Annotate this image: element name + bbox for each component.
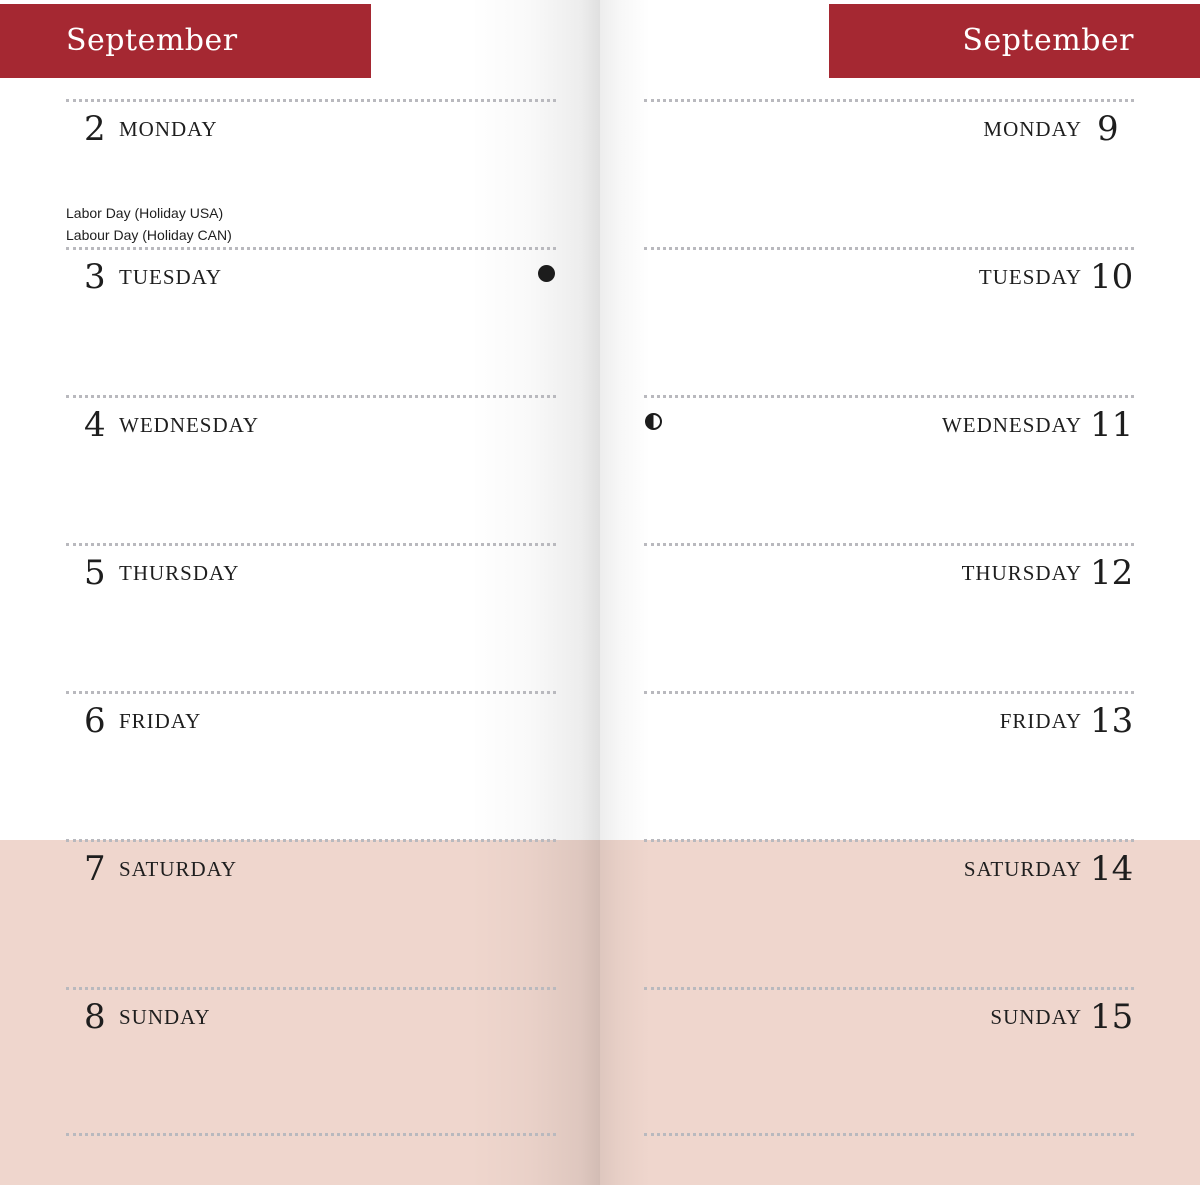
day-entry-saturday[interactable]: [600, 844, 1200, 992]
day-entry-monday[interactable]: [600, 104, 1200, 252]
day-name: WEDNESDAY: [119, 413, 260, 437]
day-entry-wednesday[interactable]: [0, 400, 600, 548]
day-divider: [644, 99, 1134, 102]
day-number: 9: [1097, 109, 1119, 149]
day-name: THURSDAY: [119, 561, 240, 585]
day-entry-sunday[interactable]: [0, 992, 600, 1140]
day-number: 15: [1090, 997, 1134, 1037]
day-name: FRIDAY: [119, 709, 202, 733]
day-number: 7: [84, 849, 106, 889]
day-number: 13: [1090, 701, 1134, 741]
day-name: FRIDAY: [999, 709, 1082, 733]
day-entry-tuesday[interactable]: [0, 252, 600, 400]
day-entry-saturday[interactable]: [0, 844, 600, 992]
day-number: 14: [1090, 849, 1134, 889]
day-entry-friday[interactable]: [600, 696, 1200, 844]
day-entry-thursday[interactable]: [0, 548, 600, 696]
day-divider: [66, 99, 556, 102]
holiday-note-usa: Labor Day (Holiday USA): [66, 205, 224, 221]
day-entry-thursday[interactable]: [600, 548, 1200, 696]
day-name: SUNDAY: [990, 1005, 1082, 1029]
full-moon-icon: [538, 265, 555, 282]
day-number: 10: [1090, 257, 1134, 297]
month-header-right: September: [829, 4, 1200, 78]
day-number: 11: [1090, 405, 1134, 445]
day-name: MONDAY: [983, 117, 1082, 141]
day-number: 6: [84, 701, 106, 741]
holiday-note-can: Labour Day (Holiday CAN): [66, 227, 232, 243]
day-number: 3: [84, 257, 106, 297]
day-entry-wednesday[interactable]: [600, 400, 1200, 548]
day-number: 4: [84, 405, 106, 445]
day-name: TUESDAY: [978, 265, 1082, 289]
day-name: SUNDAY: [119, 1005, 211, 1029]
day-name: WEDNESDAY: [941, 413, 1082, 437]
right-page: [600, 0, 1200, 1185]
day-number: 12: [1090, 553, 1134, 593]
day-name: SATURDAY: [119, 857, 238, 881]
month-header-left: September: [0, 4, 371, 78]
day-number: 8: [84, 997, 106, 1037]
day-entry-tuesday[interactable]: [600, 252, 1200, 400]
day-number: 2: [84, 109, 106, 149]
day-name: TUESDAY: [119, 265, 223, 289]
day-entry-sunday[interactable]: [600, 992, 1200, 1140]
day-name: THURSDAY: [961, 561, 1082, 585]
day-entry-friday[interactable]: [0, 696, 600, 844]
day-number: 5: [84, 553, 106, 593]
day-name: SATURDAY: [963, 857, 1082, 881]
day-name: MONDAY: [119, 117, 218, 141]
